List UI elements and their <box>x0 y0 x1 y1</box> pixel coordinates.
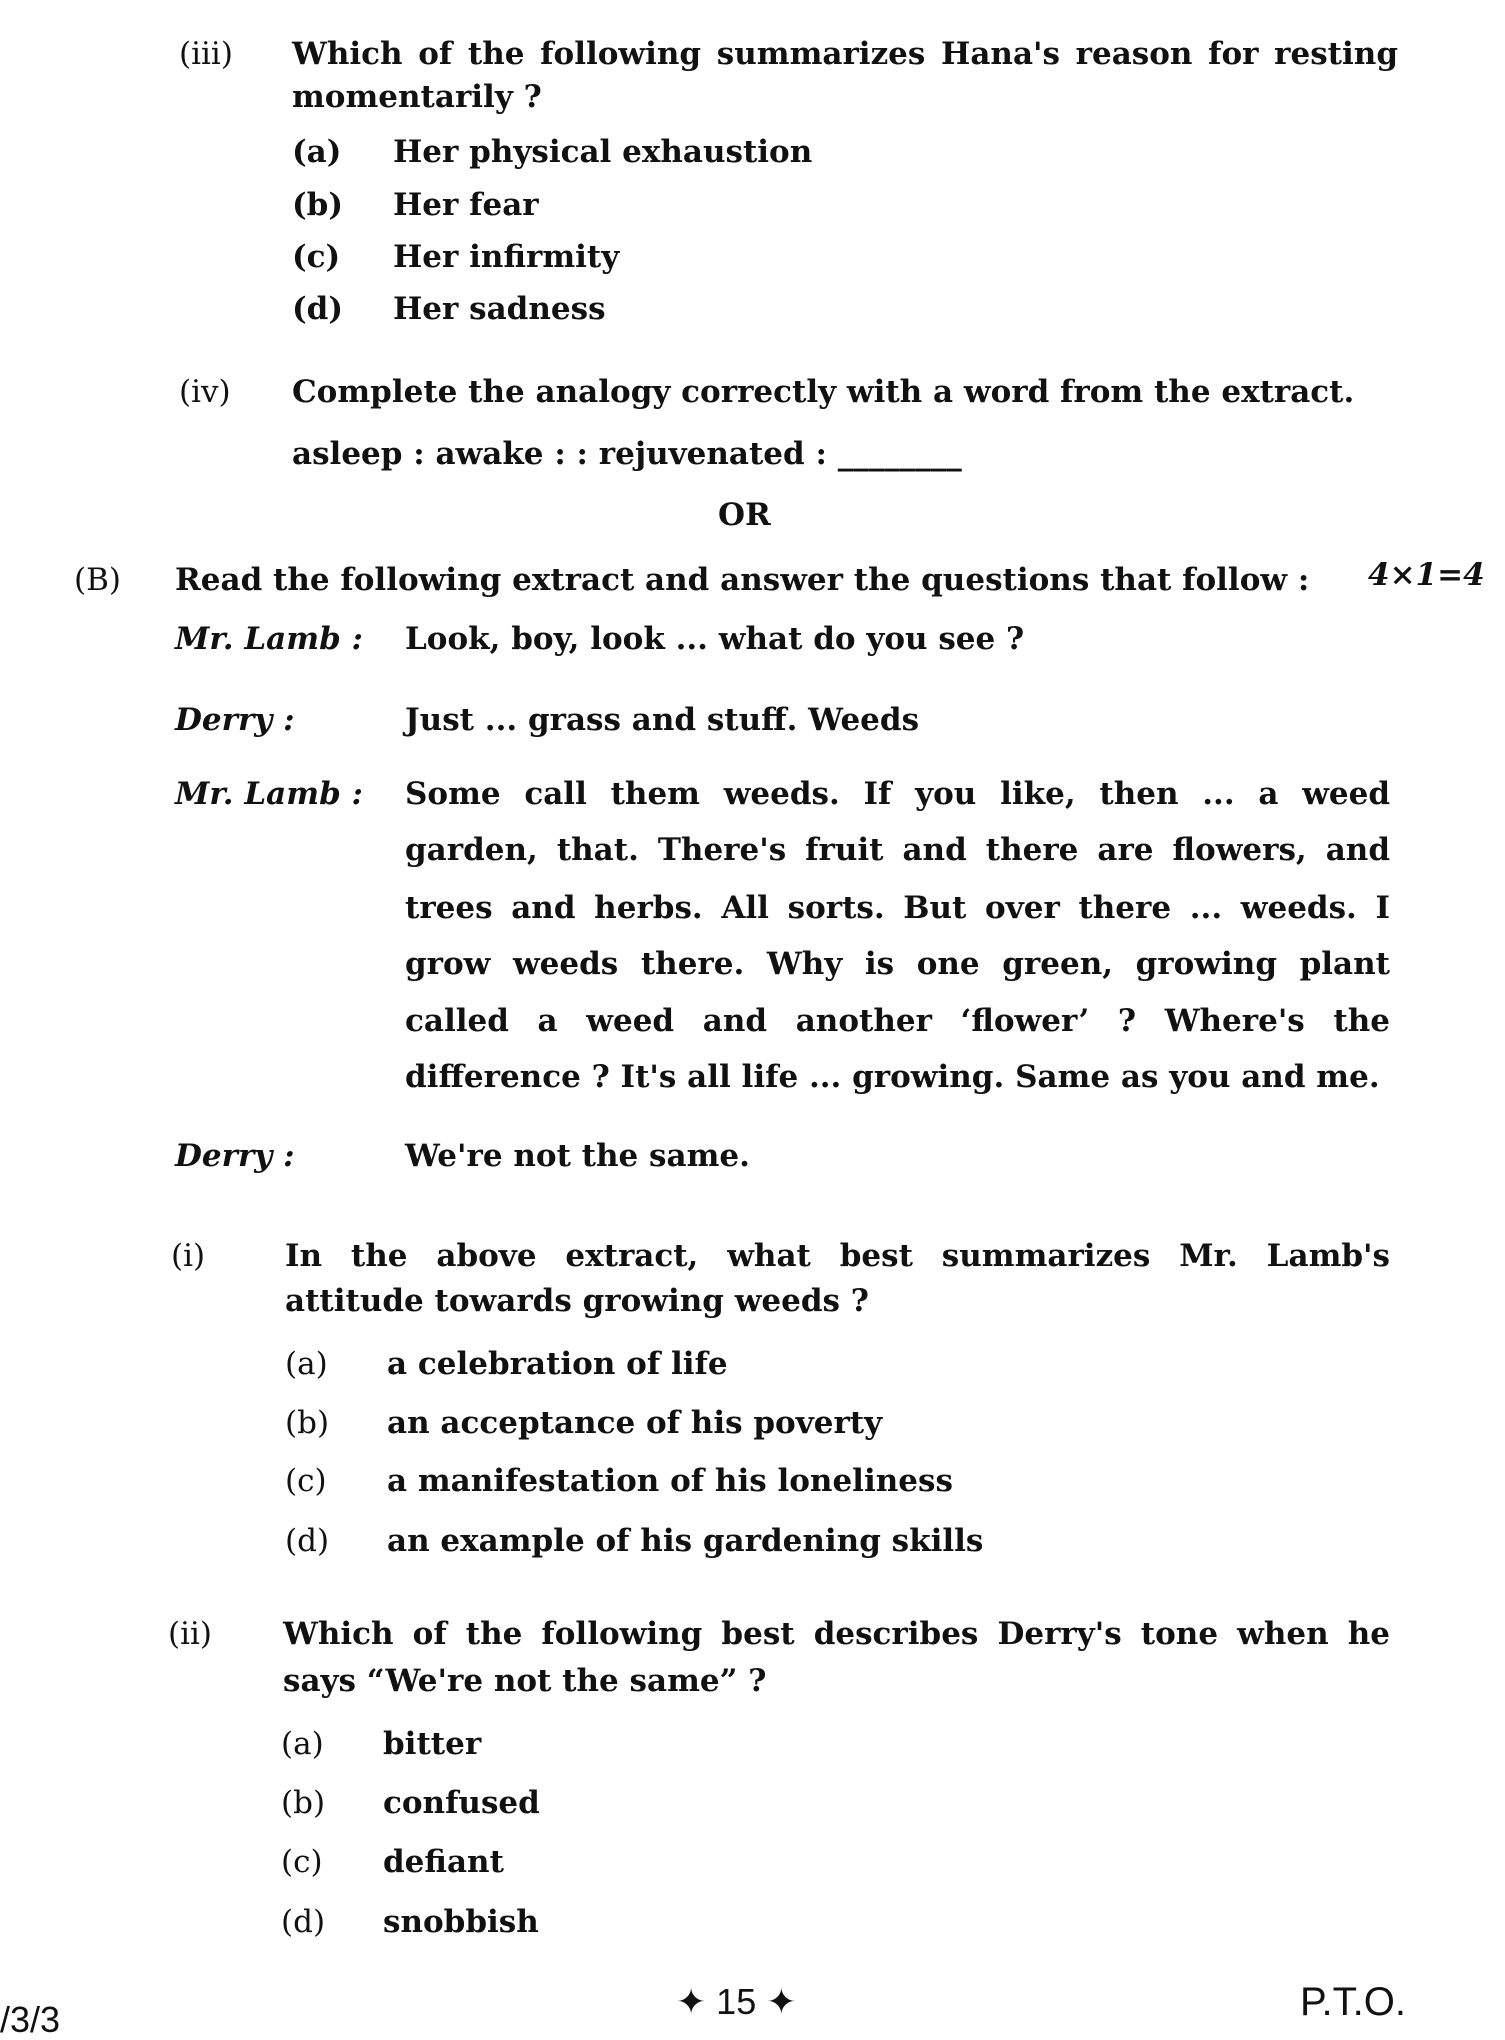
option-label: (b) <box>292 187 344 223</box>
question-text: attitude towards growing weeds ? <box>285 1283 869 1319</box>
option-text: snobbish <box>383 1904 539 1940</box>
speech-line: garden, that. There's fruit and there are flowers, and <box>405 832 1390 868</box>
analogy: asleep : awake : : rejuvenated : ________ <box>292 436 962 472</box>
speaker: Derry : <box>175 702 295 738</box>
option-label: (d) <box>285 1523 330 1559</box>
option-text: bitter <box>383 1726 482 1762</box>
option-label: (d) <box>281 1904 326 1940</box>
option-label: (c) <box>292 239 341 275</box>
speech-line: We're not the same. <box>405 1138 750 1174</box>
option-label: (a) <box>285 1346 328 1382</box>
question-text: Which of the following summarizes Hana's reason for resting <box>292 36 1398 72</box>
speech-line: difference ? It's all life ... growing. Same as you and me. <box>405 1059 1380 1095</box>
question-number: (ii) <box>168 1616 213 1652</box>
or-divider: OR <box>718 497 771 533</box>
option-text: Her fear <box>393 187 539 223</box>
option-label: (b) <box>285 1405 330 1441</box>
pto-label: P.T.O. <box>1300 1980 1406 2024</box>
option-label: (c) <box>285 1463 327 1499</box>
speech-line: Just ... grass and stuff. Weeds <box>405 702 920 738</box>
question-text: Complete the analogy correctly with a word from the extract. <box>292 374 1355 410</box>
question-text: Which of the following best describes Derry's tone when he <box>283 1616 1390 1652</box>
option-label: (c) <box>281 1844 323 1880</box>
speaker: Mr. Lamb : <box>175 621 363 657</box>
speech-line: Look, boy, look ... what do you see ? <box>405 621 1025 657</box>
speech-line: called a weed and another ‘flower’ ? Where's the <box>405 1003 1390 1039</box>
option-text: confused <box>383 1785 540 1821</box>
paper-code: /3/3 <box>0 1999 61 2040</box>
option-label: (a) <box>292 134 342 170</box>
option-text: Her infirmity <box>393 239 620 275</box>
speaker: Mr. Lamb : <box>175 776 363 812</box>
page-number: ✦ 15 ✦ <box>676 1981 797 2022</box>
question-text: momentarily ? <box>292 79 542 115</box>
option-text: defiant <box>383 1844 504 1880</box>
option-text: a celebration of life <box>387 1346 728 1382</box>
section-label: (B) <box>74 562 121 598</box>
option-text: an example of his gardening skills <box>387 1523 984 1559</box>
option-label: (a) <box>281 1726 324 1762</box>
option-label: (d) <box>292 291 344 327</box>
speaker: Derry : <box>175 1138 295 1174</box>
marks: 4×1=4 <box>1368 557 1485 593</box>
question-text: says “We're not the same” ? <box>283 1663 767 1699</box>
speech-line: trees and herbs. All sorts. But over there ... weeds. I <box>405 890 1390 926</box>
instruction: Read the following extract and answer the questions that follow : <box>175 562 1310 598</box>
question-number: (iii) <box>179 36 233 72</box>
speech-line: Some call them weeds. If you like, then ... a weed <box>405 776 1390 812</box>
option-text: a manifestation of his loneliness <box>387 1463 953 1499</box>
option-text: an acceptance of his poverty <box>387 1405 883 1441</box>
option-label: (b) <box>281 1785 326 1821</box>
speech-line: grow weeds there. Why is one green, growing plant <box>405 946 1390 982</box>
option-text: Her sadness <box>393 291 606 327</box>
question-text: In the above extract, what best summarizes Mr. Lamb's <box>285 1238 1390 1274</box>
question-number: (iv) <box>179 374 231 410</box>
option-text: Her physical exhaustion <box>393 134 813 170</box>
question-number: (i) <box>171 1238 206 1274</box>
